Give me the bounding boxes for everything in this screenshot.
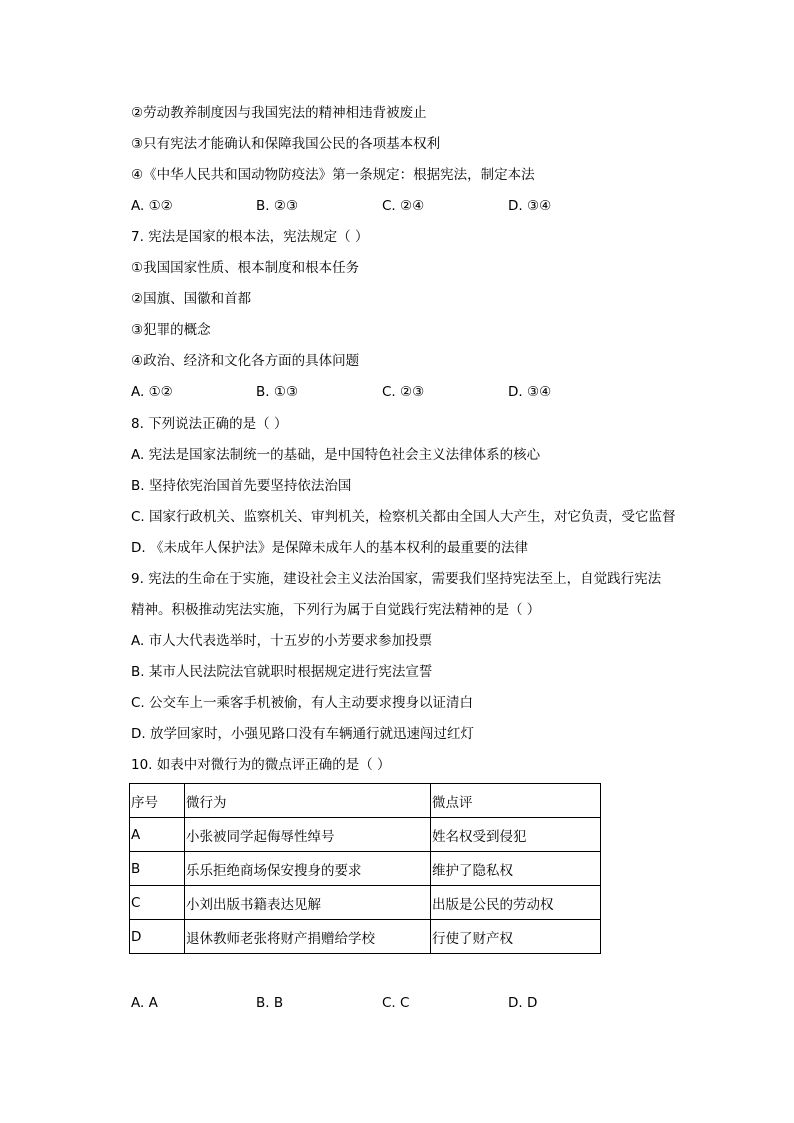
- header-comment: 微点评: [431, 784, 601, 818]
- cell-number: B: [130, 852, 185, 886]
- q9-option-a: A. 市人大代表选举时，十五岁的小芳要求参加投票: [131, 633, 433, 649]
- q6-option-d: D. ③④: [508, 198, 552, 214]
- q10-option-d: D. D: [508, 995, 538, 1011]
- q8-option-b: B. 坚持依宪治国首先要坚持依法治国: [131, 478, 352, 494]
- table-row: [130, 852, 601, 886]
- q7-option-c: C. ②③: [382, 384, 425, 400]
- q7-item-2: ②国旗、国徽和首都: [131, 291, 252, 307]
- q7-option-a: A. ①②: [131, 384, 173, 400]
- cell-behavior: 小张被同学起侮辱性绰号: [185, 818, 431, 852]
- header-behavior: 微行为: [185, 784, 431, 818]
- table-row: [130, 920, 601, 954]
- q9-stem-line1: 9. 宪法的生命在于实施，建设社会主义法治国家，需要我们坚持宪法至上，自觉践行宪法: [131, 571, 662, 587]
- table-row: [130, 886, 601, 920]
- cell-number: C: [130, 886, 185, 920]
- q7-item-3: ③犯罪的概念: [131, 322, 211, 338]
- cell-comment: 出版是公民的劳动权: [431, 886, 601, 920]
- q8-option-c: C. 国家行政机关、监察机关、审判机关，检察机关都由全国人大产生，对它负责，受它监督: [131, 509, 676, 525]
- cell-comment: 姓名权受到侵犯: [431, 818, 601, 852]
- q9-option-b: B. 某市人民法院法官就职时根据规定进行宪法宣誓: [131, 664, 433, 680]
- cell-comment: 维护了隐私权: [431, 852, 601, 886]
- q8-option-a: A. 宪法是国家法制统一的基础，是中国特色社会主义法律体系的核心: [131, 447, 541, 463]
- q8-stem: 8. 下列说法正确的是（ ）: [131, 416, 288, 432]
- q7-item-1: ①我国国家性质、根本制度和根本任务: [131, 260, 360, 276]
- cell-comment: 行使了财产权: [431, 920, 601, 954]
- q10-option-b: B. B: [256, 995, 284, 1011]
- q9-option-d: D. 放学回家时，小强见路口没有车辆通行就迅速闯过红灯: [131, 726, 474, 742]
- cell-number: A: [130, 818, 185, 852]
- cell-behavior: 乐乐拒绝商场保安搜身的要求: [185, 852, 431, 886]
- evaluation-table: [129, 783, 601, 954]
- q10-option-a: A. A: [131, 995, 158, 1011]
- q8-option-d: D. 《未成年人保护法》是保障未成年人的基本权利的最重要的法律: [131, 540, 528, 556]
- table-header-row: [130, 784, 601, 818]
- q7-option-b: B. ①③: [256, 384, 299, 400]
- cell-behavior: 小刘出版书籍表达见解: [185, 886, 431, 920]
- statement-4: ④《中华人民共和国动物防疫法》第一条规定：根据宪法，制定本法: [131, 167, 535, 183]
- cell-number: D: [130, 920, 185, 954]
- q6-option-c: C. ②④: [382, 198, 425, 214]
- statement-2: ②劳动教养制度因与我国宪法的精神相违背被废止: [131, 105, 427, 121]
- q10-option-c: C. C: [382, 995, 410, 1011]
- q7-item-4: ④政治、经济和文化各方面的具体问题: [131, 353, 360, 369]
- cell-behavior: 退休教师老张将财产捐赠给学校: [185, 920, 431, 954]
- q7-stem: 7. 宪法是国家的根本法，宪法规定（ ）: [131, 229, 369, 245]
- q6-option-b: B. ②③: [256, 198, 299, 214]
- q10-stem: 10. 如表中对微行为的微点评正确的是（ ）: [131, 757, 391, 773]
- q9-stem-line2: 精神。积极推动宪法实施，下列行为属于自觉践行宪法精神的是（ ）: [131, 602, 541, 618]
- q6-option-a: A. ①②: [131, 198, 173, 214]
- q7-option-d: D. ③④: [508, 384, 552, 400]
- header-number: 序号: [130, 784, 185, 818]
- q9-option-c: C. 公交车上一乘客手机被偷，有人主动要求搜身以证清白: [131, 695, 474, 711]
- table-row: [130, 818, 601, 852]
- statement-3: ③只有宪法才能确认和保障我国公民的各项基本权利: [131, 136, 441, 152]
